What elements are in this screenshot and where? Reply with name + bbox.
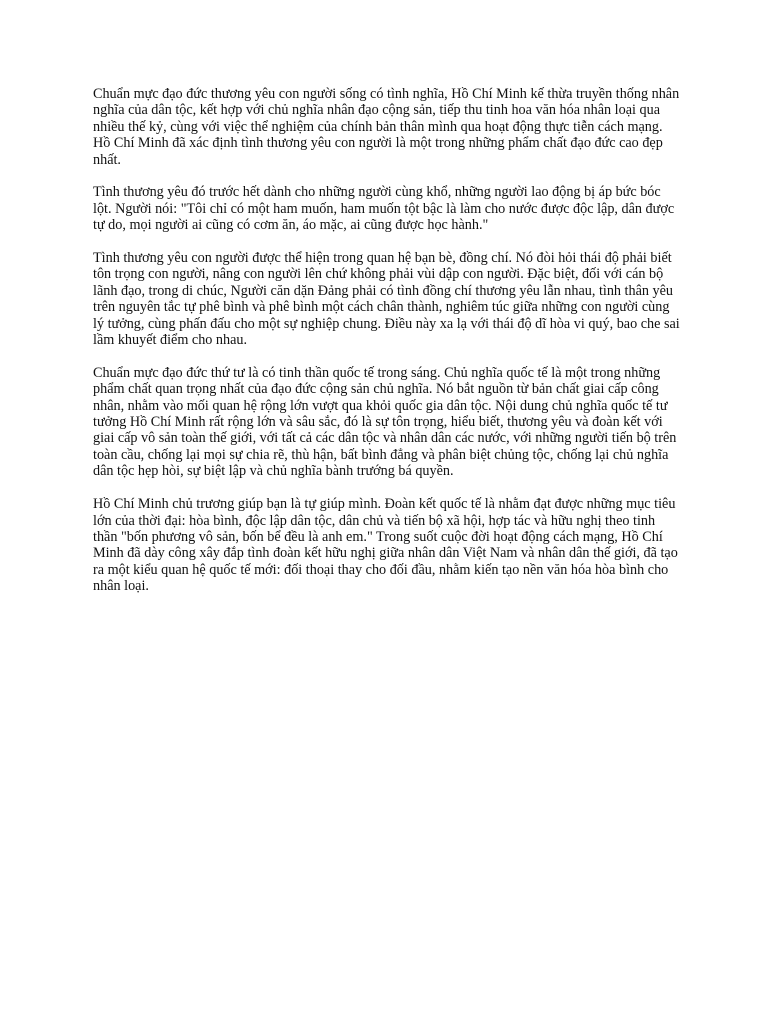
paragraph-1: Chuẩn mực đạo đức thương yêu con người sống có tình nghĩa, Hồ Chí Minh kế thừa truyền thống nhân nghĩa của dân tộc, kết hợp với chủ nghĩa nhân đạo cộng sản, tiếp thu tinh hoa văn hóa nhân loại qua nhiều thế kỷ, cùng với việc thể nghiệm của chính bản thân mình qua hoạt động thực tiễn cách mạng. Hồ Chí Minh đã xác định tình thương yêu con người là một trong những phẩm chất đạo đức cao đẹp nhất. <box>93 86 680 168</box>
paragraph-5: Hồ Chí Minh chủ trương giúp bạn là tự giúp mình. Đoàn kết quốc tế là nhằm đạt được những mục tiêu lớn của thời đại: hòa bình, độc lập dân tộc, dân chủ và tiến bộ xã hội, hợp tác và hữu nghị theo tinh thần "bốn phương vô sản, bốn bể đều là anh em." Trong suốt cuộc đời hoạt động cách mạng, Hồ Chí Minh đã dày công xây đắp tình đoàn kết hữu nghị giữa nhân dân Việt Nam và nhân dân thế giới, đã tạo ra một kiểu quan hệ quốc tế mới: đối thoại thay cho đối đầu, nhằm kiến tạo nền văn hóa hòa bình cho nhân loại. <box>93 496 678 595</box>
paragraph-3: Tình thương yêu con người được thể hiện trong quan hệ bạn bè, đồng chí. Nó đòi hỏi thái độ phải biết tôn trọng con người, nâng con người lên chứ không phải vùi dập con người. Đặc biệt, đối với cán bộ lãnh đạo, trong di chúc, Người căn dặn Đảng phải có tình đồng chí thương yêu lẫn nhau, tình thân yêu trên nguyên tắc tự phê bình và phê bình một cách chân thành, nghiêm túc giữa những con người cùng lý tưởng, cùng phấn đấu cho một sự nghiệp chung. Điều này xa lạ với thái độ dĩ hòa vi quý, bao che sai lầm khuyết điểm cho nhau. <box>93 250 680 349</box>
paragraph-2: Tình thương yêu đó trước hết dành cho những người cùng khổ, những người lao động bị áp bức bóc lột. Người nói: "Tôi chỉ có một ham muốn, ham muốn tột bậc là làm cho nước được độc lập, dân được tự do, mọi người ai cũng có cơm ăn, áo mặc, ai cũng được học hành." <box>93 184 675 234</box>
document-body <box>93 86 681 611</box>
paragraph-4: Chuẩn mực đạo đức thứ tư là có tinh thần quốc tế trong sáng. Chủ nghĩa quốc tế là một trong những phẩm chất quan trọng nhất của đạo đức cộng sản chủ nghĩa. Nó bắt nguồn từ bản chất giai cấp công nhân, nhằm vào mối quan hệ rộng lớn vượt qua khỏi quốc gia dân tộc. Nội dung chủ nghĩa quốc tế tư tưởng Hồ Chí Minh rất rộng lớn và sâu sắc, đó là sự tôn trọng, hiểu biết, thương yêu và đoàn kết với giai cấp vô sản toàn thế giới, với tất cả các dân tộc và nhân dân các nước, với những người tiến bộ trên toàn cầu, chống lại mọi sự chia rẽ, thù hận, bất bình đẳng và phân biệt chủng tộc, chống lại chủ nghĩa dân tộc hẹp hòi, sự biệt lập và chủ nghĩa bành trướng bá quyền. <box>93 364 677 480</box>
